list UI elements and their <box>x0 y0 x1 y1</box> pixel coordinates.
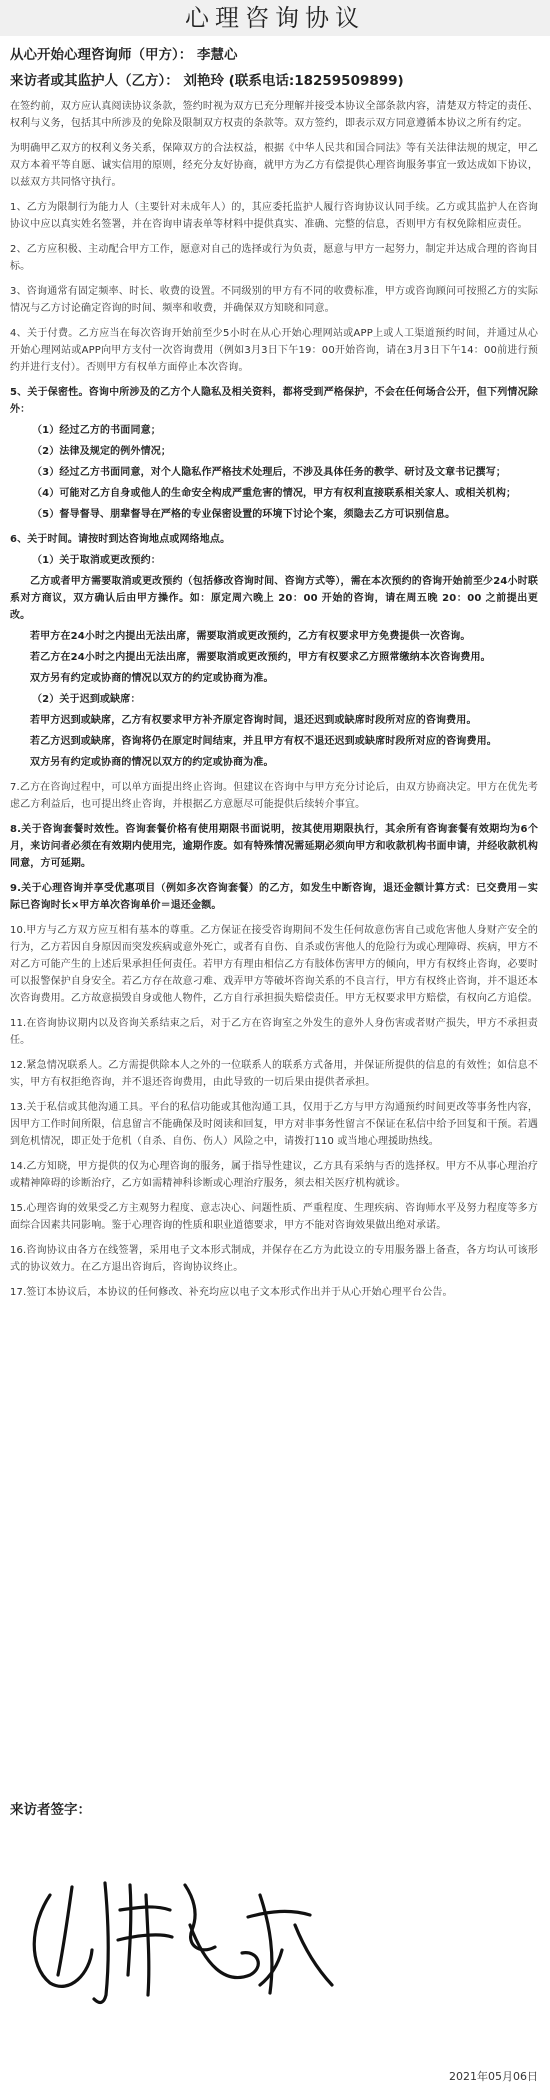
party-a-line: 从心开始心理咨询师（甲方）： 李慧心 <box>10 47 238 63</box>
clause-14: 14.乙方知晓，甲方提供的仅为心理咨询的服务，属于指导性建议，乙方具有采纳与否的选择权。甲方不从事心理治疗或精神障碍的诊断治疗，乙方如需精神科诊断或心理治疗服务，须去相关医疗机构就诊。 <box>10 1161 538 1189</box>
clause-6: 6、关于时间。请按时到达咨询地点或网络地点。 <box>10 534 231 545</box>
clause-5-item-3: （3）经过乙方书面同意，对个人隐私作严格技术处理后，不涉及具体任务的教学、研讨及文章书记撰写； <box>32 467 507 478</box>
clause-5-item-4: （4）可能对乙方自身或他人的生命安全构成严重危害的情况，甲方有权利直接联系相关家人、或相关机构； <box>32 488 517 499</box>
clause-10: 10.甲方与乙方双方应互相有基本的尊重。乙方保证在接受咨询期间不发生任何故意伤害自己或危害他人身财产安全的行为，乙方若因自身原因而突发疾病或意外死亡，或者有自伤、自杀或伤害他人的危险行为或心理障碍、疾病，甲方不对乙方可能产生的上述后果承担任何责任。若甲方有理由相信乙方有肢体伤害甲方的倾向，甲方有权终止咨询，必要时可以报警保护自身安全。若乙方存在故意刁难、戏弄甲方等破坏咨询关系的不良言行，甲方有权终止咨询，并不退还本次咨询费用。乙方故意损毁自身或他人物件，乙方自行承担损失赔偿责任。甲方无权要求甲方赔偿，有权向乙方追偿。 <box>10 925 538 1004</box>
clause-6-sub-1-heading: （1）关于取消或更改预约： <box>32 555 161 566</box>
clause-6-sub-2-note: 双方另有约定或协商的情况以双方的约定或协商为准。 <box>30 757 274 768</box>
clause-5-item-1: （1）经过乙方的书面同意； <box>32 425 161 436</box>
clause-15: 15.心理咨询的效果受乙方主观努力程度、意志决心、问题性质、严重程度、生理疾病、咨询师水平及努力程度等多方面综合因素共同影响。鉴于心理咨询的性质和职业道德要求，甲方不能对咨询效果做出绝对承诺。 <box>10 1203 538 1231</box>
clause-5-item-5: （5）督导督导、朋辈督导在严格的专业保密设置的环境下讨论个案，须隐去乙方可识别信息。 <box>32 509 456 520</box>
party-b-line: 来访者或其监护人（乙方）： 刘艳玲 (联系电话:18259509899) <box>10 73 404 89</box>
clause-6-sub-1-text: 乙方或者甲方需要取消或更改预约（包括修改咨询时间、咨询方式等），需在本次预约的咨询开始前至少24小时联系对方商议，双方确认后由甲方操作。如：原定周六晚上 20：00 开始的咨询，请在周五晚 20：00 之前提出更改。 <box>10 576 538 621</box>
clause-13: 13.关于私信或其他沟通工具。平台的私信功能或其他沟通工具，仅用于乙方与甲方沟通预约时间更改等事务性内容，因甲方工作时间所限，信息留言不能确保及时阅读和回复，甲方对非事务性留言不保证在私信中给予回复和干预。若遇到危机情况，即正处于危机（自杀、自伤、伤人）风险之中，请拨打110 或当地心理援助热线。 <box>10 1102 538 1147</box>
clause-6-sub-1-party-b: 若乙方在24小时之内提出无法出席，需要取消或更改预约，甲方有权要求乙方照常缴纳本次咨询费用。 <box>30 652 491 663</box>
clause-6-sub-2-party-b: 若乙方迟到或缺席，咨询将仍在原定时间结束，并且甲方有权不退还迟到或缺席时段所对应的咨询费用。 <box>30 736 497 747</box>
clause-6-sub-1-party-a: 若甲方在24小时之内提出无法出席，需要取消或更改预约，乙方有权要求甲方免费提供一次咨询。 <box>30 631 471 642</box>
clause-16: 16.咨询协议由各方在线签署，采用电子文本形式制成，并保存在乙方为此设立的专用服务器上备查，各方均认可该形式的协议效力。在乙方退出咨询后，咨询协议终止。 <box>10 1245 538 1273</box>
clause-12: 12.紧急情况联系人。乙方需提供除本人之外的一位联系人的联系方式备用，并保证所提供的信息的有效性；如信息不实，甲方有权拒绝咨询，并不退还咨询费用，由此导致的一切后果由提供者承担。 <box>10 1060 538 1088</box>
clause-5: 5、关于保密性。咨询中所涉及的乙方个人隐私及相关资料，都将受到严格保护，不会在任何场合公开，但下列情况除外： <box>10 387 538 415</box>
document-title: 心理咨询协议 <box>0 0 550 36</box>
clause-11: 11.在咨询协议期内以及咨询关系结束之后，对于乙方在咨询室之外发生的意外人身伤害或者财产损失，甲方不承担责任。 <box>10 1018 538 1046</box>
clause-6-sub-2-party-a: 若甲方迟到或缺席，乙方有权要求甲方补齐原定咨询时间，退还迟到或缺席时段所对应的咨询费用。 <box>30 715 477 726</box>
clause-17: 17.签订本协议后，本协议的任何修改、补充均应以电子文本形式作出并于从心开始心理平台公告。 <box>10 1287 453 1298</box>
clause-4: 4、关于付费。乙方应当在每次咨询开始前至少5小时在从心开始心理网站或APP上或人工渠道预约时间，并通过从心开始心理网站或APP向甲方支付一次咨询费用（例如3月3日下午19：00开始咨询，请在3月3日下午14：00前进行预约并进行支付）。否则甲方有权单方面停止本次咨询。 <box>10 328 538 373</box>
clause-9: 9.关于心理咨询并享受优惠项目（例如多次咨询套餐）的乙方，如发生中断咨询，退还金额计算方式：已交费用－实际已咨询时长×甲方单次咨询单价＝退还金额。 <box>10 883 538 911</box>
agreement-body <box>0 92 550 1301</box>
clause-7: 7.乙方在咨询过程中，可以单方面提出终止咨询。但建议在咨询中与甲方充分讨论后，由双方协商决定。甲方在优先考虑乙方利益后，也可提出终止咨询，并根据乙方意愿尽可能提供后续转介事宜。 <box>10 782 538 810</box>
signing-date: 2021年05月06日 <box>449 2070 538 2083</box>
clause-5-item-2: （2）法律及规定的例外情况； <box>32 446 172 457</box>
handwritten-signature <box>20 1855 350 2010</box>
clause-6-sub-1-note: 双方另有约定或协商的情况以双方的约定或协商为准。 <box>30 673 274 684</box>
purpose-paragraph: 为明确甲乙双方的权利义务关系，保障双方的合法权益，根据《中华人民共和国合同法》等有关法律法规的规定，甲乙双方本着平等自愿、诚实信用的原则，经充分友好协商，就甲方为乙方有偿提供心理咨询服务事宜一致达成如下协议，以兹双方共同恪守执行。 <box>10 143 538 188</box>
clause-6-sub-2-heading: （2）关于迟到或缺席： <box>32 694 141 705</box>
clause-3: 3、咨询通常有固定频率、时长、收费的设置。不同级别的甲方有不同的收费标准，甲方或咨询顾问可按照乙方的实际情况与乙方讨论确定咨询的时间、频率和收费，并确保双方知晓和同意。 <box>10 286 538 314</box>
clause-2: 2、乙方应积极、主动配合甲方工作，愿意对自己的选择或行为负责，愿意与甲方一起努力，制定并达成合理的咨询目标。 <box>10 244 538 272</box>
visitor-signature-label: 来访者签字： <box>10 1802 91 1818</box>
clause-1: 1、乙方为限制行为能力人（主要针对未成年人）的，其应委托监护人履行咨询协议认同手续。乙方或其监护人在咨询协议中应以真实姓名签署，并在咨询申请表单等材料中提供真实、准确、完整的信息，否则甲方有权免除相应责任。 <box>10 202 538 230</box>
preamble-paragraph: 在签约前，双方应认真阅读协议条款，签约时视为双方已充分理解并接受本协议全部条款内容，清楚双方特定的责任、权利与义务，包括其中所涉及的免除及限制双方权责的条款等。双方签约，即表示双方同意遵循本协议之所有约定。 <box>10 101 538 129</box>
clause-8: 8.关于咨询套餐时效性。咨询套餐价格有使用期限书面说明，按其使用期限执行，其余所有咨询套餐有效期均为6个月，来访问者必须在有效期内使用完，逾期作废。如有特殊情况需延期必须向甲方和收款机构书面申请，并经收款机构同意，方可延期。 <box>10 824 538 869</box>
